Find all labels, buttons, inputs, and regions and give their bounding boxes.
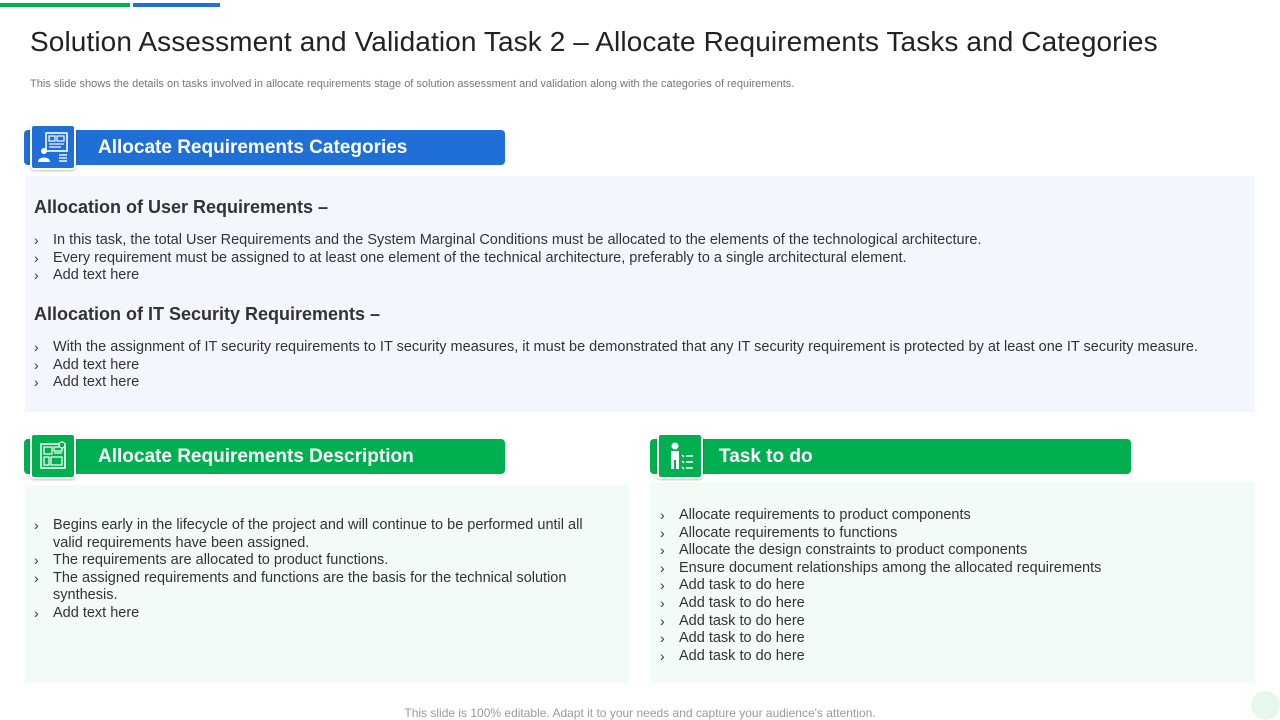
task-header-label: Task to do [719, 446, 813, 467]
list-item: › Add task to do here [660, 647, 805, 664]
presentation-board-icon [30, 124, 76, 170]
corner-decoration [1251, 691, 1280, 720]
bullet-arrow-icon: › [34, 569, 39, 586]
bullet-arrow-icon: › [660, 559, 665, 576]
user-requirements-list [34, 232, 1244, 285]
bullet-arrow-icon: › [34, 604, 39, 621]
description-header [24, 439, 505, 474]
list-item: › With the assignment of IT security requirements to IT security measures, it must be demonstrated that any IT security requirement is protected by at least one IT security measure. [34, 339, 1198, 355]
bullet-arrow-icon: › [34, 552, 39, 569]
list-item: › Add text here [34, 604, 140, 621]
bullet-arrow-icon: › [660, 507, 665, 523]
it-security-list [34, 339, 1249, 392]
list-item: › Allocate requirements to functions [660, 524, 898, 541]
list-item: › Add text here [34, 356, 140, 373]
top-accent-blue-bar [133, 3, 220, 7]
bullet-arrow-icon: › [34, 267, 39, 284]
list-item: › Ensure document relationships among the allocated requirements [660, 559, 1102, 576]
bullet-arrow-icon: › [34, 339, 39, 355]
bullet-arrow-icon: › [660, 577, 665, 594]
list-item: › Add task to do here [660, 630, 805, 647]
bullet-arrow-icon: › [660, 542, 665, 559]
bullet-arrow-icon: › [34, 517, 39, 533]
bullet-arrow-icon: › [660, 612, 665, 629]
task-list [660, 507, 1245, 665]
person-checklist-icon [657, 433, 703, 479]
list-item: › Allocate the design constraints to product components [660, 542, 1028, 559]
user-requirements-heading: Allocation of User Requirements – [34, 197, 329, 217]
categories-header-label: Allocate Requirements Categories [98, 137, 408, 158]
bullet-arrow-icon: › [34, 374, 39, 391]
bullet-arrow-icon: › [660, 524, 665, 541]
description-header-label: Allocate Requirements Description [98, 446, 414, 467]
bullet-arrow-icon: › [34, 356, 39, 373]
list-item: › The assigned requirements and functions are the basis for the technical solution synthesis. [34, 569, 567, 604]
task-header [650, 439, 1131, 474]
list-item: › Every requirement must be assigned to at least one element of the technical architecture, preferably to a single architectural element. [34, 249, 907, 266]
list-item: › Add text here [34, 374, 140, 391]
top-accent-green-bar [0, 3, 130, 7]
categories-header [24, 130, 505, 165]
list-item: › Add task to do here [660, 594, 805, 611]
bullet-arrow-icon: › [34, 232, 39, 248]
footer-note: This slide is 100% editable. Adapt it to your needs and capture your audience's attention. [404, 706, 876, 720]
bullet-arrow-icon: › [660, 647, 665, 664]
description-list [34, 517, 594, 623]
list-item: › Begins early in the lifecycle of the project and will continue to be performed until all valid requirements have been assigned. [34, 517, 583, 551]
bullet-arrow-icon: › [34, 249, 39, 266]
list-item: › Add task to do here [660, 577, 805, 594]
bullet-arrow-icon: › [660, 594, 665, 611]
list-item: › Add task to do here [660, 612, 805, 629]
list-item: › In this task, the total User Requirements and the System Marginal Conditions must be allocated to the elements of the technological architecture. [34, 232, 982, 248]
list-item: › Add text here [34, 267, 140, 284]
it-security-heading: Allocation of IT Security Requirements – [34, 304, 381, 324]
bullet-arrow-icon: › [660, 630, 665, 647]
list-item: › Allocate requirements to product components [660, 507, 971, 523]
slide-title: Solution Assessment and Validation Task 2 – Allocate Requirements Tasks and Categories [30, 26, 1158, 57]
list-item: › The requirements are allocated to product functions. [34, 552, 389, 569]
blueprint-icon [30, 433, 76, 479]
slide-subtitle: This slide shows the details on tasks involved in allocate requirements stage of solution assessment and validation along with the categories of requirements. [30, 78, 795, 90]
